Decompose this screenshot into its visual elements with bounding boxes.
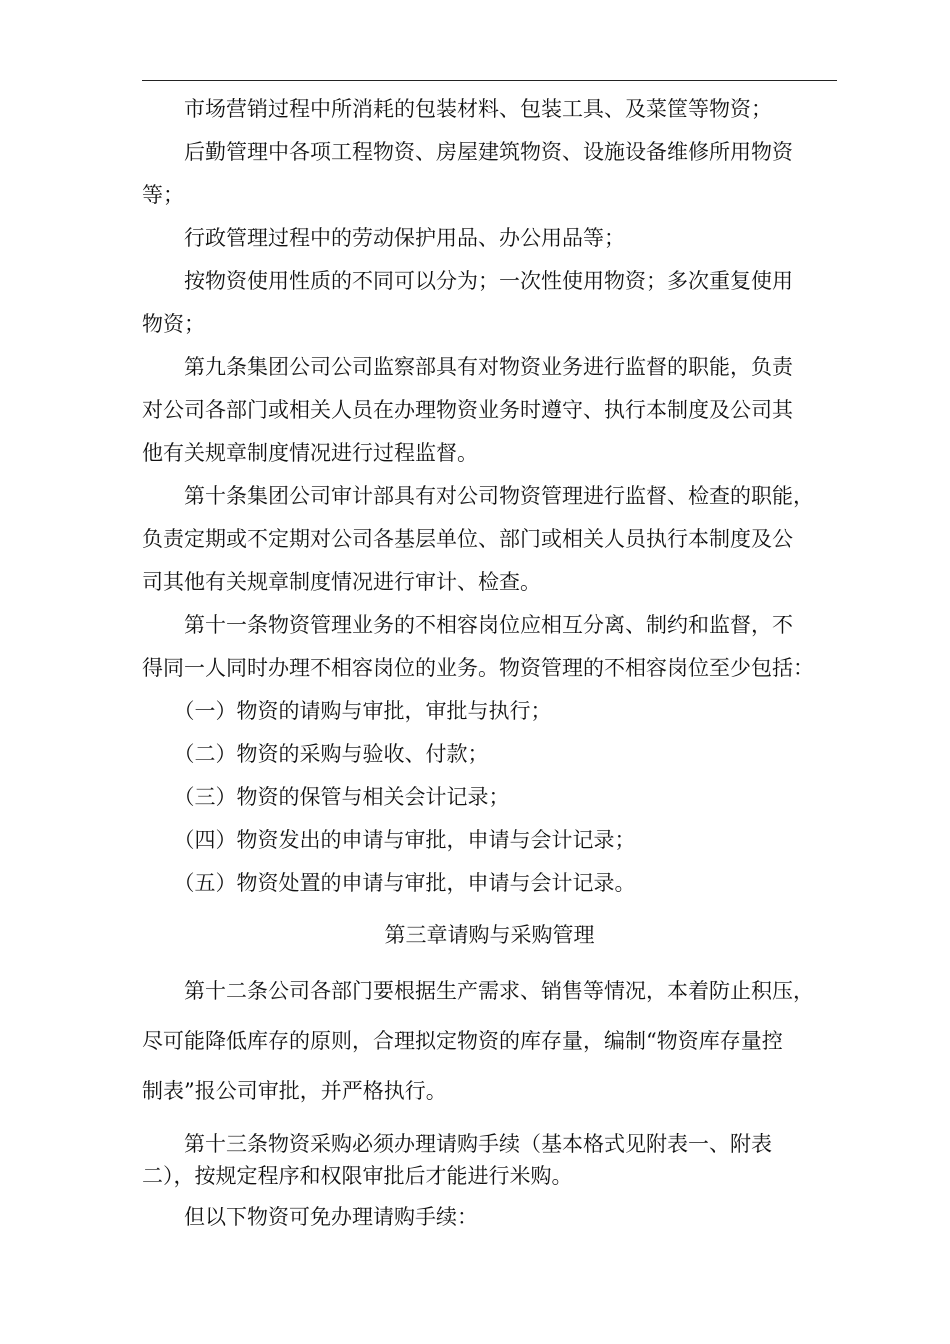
text-line: 制表”报公司审批，并严格执行。 — [142, 1079, 447, 1103]
text-line: 他有关规章制度情况进行过程监督。 — [142, 441, 478, 465]
paragraph-article-13 — [142, 1128, 842, 1192]
text-line: 第九条集团公司公司监察部具有对物资业务进行监督的职能，负责 — [142, 355, 793, 379]
paragraph-article-9 — [142, 346, 842, 475]
text-line: 行政管理过程中的劳动保护用品、办公用品等； — [142, 226, 625, 250]
text-line: （二）物资的采购与验收、付款； — [142, 742, 489, 766]
paragraph-logistics-materials — [142, 131, 842, 217]
text-line: 得同一人同时办理不相容岗位的业务。物资管理的不相容岗位至少包括： — [142, 656, 814, 680]
text-line: 第十三条物资采购必须办理请购手续（基本格式见附表一、附表 — [142, 1132, 772, 1156]
text-line: 按物资使用性质的不同可以分为；一次性使用物资；多次重复使用 — [142, 269, 793, 293]
text-line: （一）物资的请购与审批，审批与执行； — [142, 699, 552, 723]
text-line: 尽可能降低库存的原则，合理拟定物资的库存量，编制“物资库存量控 — [142, 1029, 783, 1053]
text-line: 后勤管理中各项工程物资、房屋建筑物资、设施设备维修所用物资 — [142, 140, 793, 164]
text-line: （五）物资处置的申请与审批，申请与会计记录。 — [142, 871, 636, 895]
list-item-4 — [142, 819, 842, 862]
text-line: （三）物资的保管与相关会计记录； — [142, 785, 510, 809]
paragraph-usage-classification — [142, 260, 842, 346]
text-line: （四）物资发出的申请与审批，申请与会计记录； — [142, 828, 636, 852]
text-line: 对公司各部门或相关人员在办理物资业务时遵守、执行本制度及公司其 — [142, 398, 793, 422]
list-item-1 — [142, 690, 842, 733]
text-line: 等； — [142, 183, 184, 207]
text-line: 司其他有关规章制度情况进行审计、检查。 — [142, 570, 541, 594]
list-item-5 — [142, 862, 842, 905]
text-line: 第十条集团公司审计部具有对公司物资管理进行监督、检查的职能， — [142, 484, 814, 508]
text-line: 二），按规定程序和权限审批后才能进行米购。 — [142, 1164, 573, 1188]
paragraph-exemptions — [142, 1196, 842, 1239]
paragraph-article-11 — [142, 604, 842, 690]
text-line: 但以下物资可免办理请购手续： — [142, 1205, 478, 1229]
list-item-2 — [142, 733, 842, 776]
chapter-heading: 第三章请购与采购管理 — [384, 923, 595, 947]
text-line: 市场营销过程中所消耗的包装材料、包装工具、及菜筐等物资； — [142, 97, 772, 121]
paragraph-article-10 — [142, 475, 842, 604]
text-line: 第十二条公司各部门要根据生产需求、销售等情况，本着防止积压， — [142, 979, 814, 1003]
paragraph-marketing-materials — [142, 88, 842, 131]
text-line: 物资； — [142, 312, 205, 336]
paragraph-article-12 — [142, 966, 842, 1116]
list-item-3 — [142, 776, 842, 819]
header-rule — [142, 80, 837, 81]
text-line: 负责定期或不定期对公司各基层单位、部门或相关人员执行本制度及公 — [142, 527, 793, 551]
paragraph-admin-supplies — [142, 217, 842, 260]
text-line: 第十一条物资管理业务的不相容岗位应相互分离、制约和监督，不 — [142, 613, 793, 637]
